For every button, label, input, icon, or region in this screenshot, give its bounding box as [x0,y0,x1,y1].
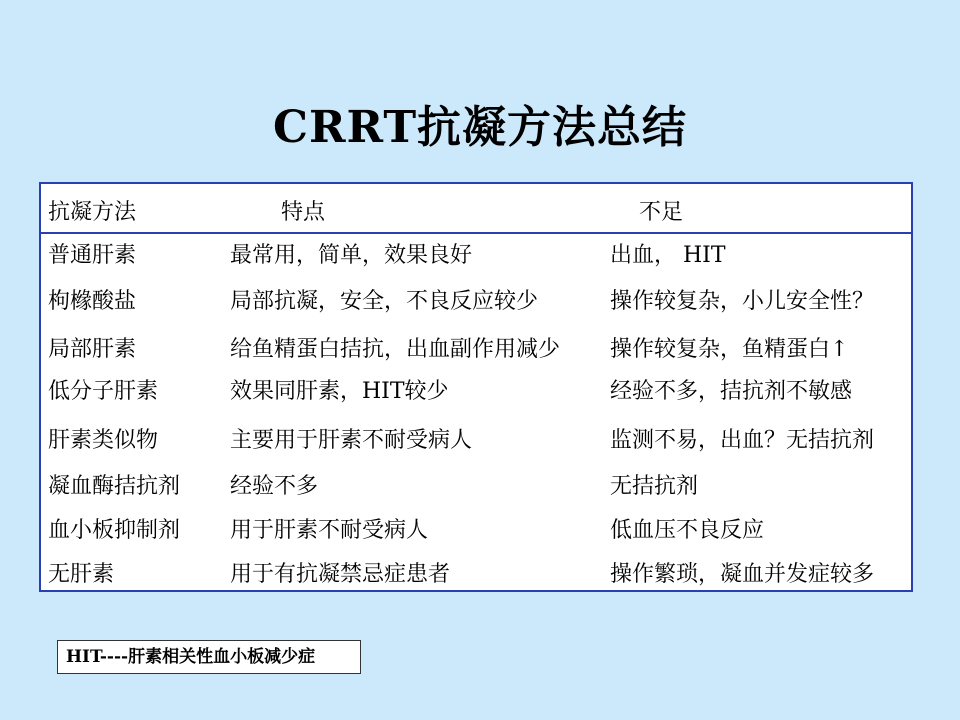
shortcomings-cell: 操作较复杂，小儿安全性？ [610,289,875,314]
method-cell: 凝血酶拮抗剂 [48,474,181,499]
features-cell: 效果同肝素，HIT较少 [230,379,449,404]
table-row [41,241,911,281]
method-cell: 血小板抑制剂 [48,518,181,543]
table-header-row [41,184,911,234]
table-row [41,426,911,466]
features-cell: 局部抗凝，安全，不良反应较少 [230,289,539,314]
method-cell: 无肝素 [48,562,115,587]
anticoagulation-summary-table [39,182,913,592]
features-cell: 给鱼精蛋白拮抗，出血副作用减少 [230,337,561,362]
method-cell: 枸橼酸盐 [48,289,137,314]
features-cell: 主要用于肝素不耐受病人 [230,428,473,453]
table-row [41,287,911,327]
table-row [41,560,911,600]
shortcomings-cell: 经验不多，拮抗剂不敏感 [610,379,853,404]
header-method: 抗凝方法 [48,200,137,225]
hit-footnote: HIT----肝素相关性血小板减少症 [57,640,361,674]
method-cell: 肝素类似物 [48,428,159,453]
shortcomings-cell: 操作繁琐，凝血并发症较多 [610,562,875,587]
shortcomings-cell: 出血， HIT [610,243,726,268]
table-row [41,472,911,512]
header-shortcomings: 不足 [639,200,684,225]
table-row [41,377,911,417]
header-features: 特点 [281,200,326,225]
shortcomings-cell: 监测不易，出血？无拮抗剂 [610,428,875,453]
table-row [41,335,911,375]
table-row [41,516,911,556]
slide-title: CRRT抗凝方法总结 [272,102,688,153]
shortcomings-cell: 低血压不良反应 [610,518,765,543]
shortcomings-cell: 无拮抗剂 [610,474,699,499]
method-cell: 普通肝素 [48,243,137,268]
features-cell: 用于肝素不耐受病人 [230,518,429,543]
features-cell: 最常用，简单，效果良好 [230,243,473,268]
features-cell: 用于有抗凝禁忌症患者 [230,562,451,587]
shortcomings-cell: 操作较复杂，鱼精蛋白↑ [610,337,849,362]
features-cell: 经验不多 [230,474,319,499]
method-cell: 局部肝素 [48,337,137,362]
method-cell: 低分子肝素 [48,379,159,404]
